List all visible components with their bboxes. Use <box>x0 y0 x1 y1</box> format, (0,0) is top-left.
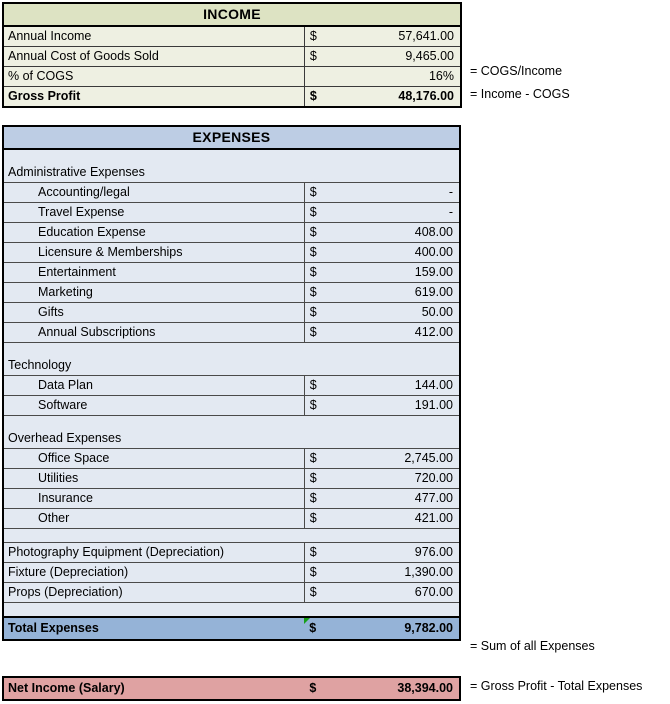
income-row-currency: $ <box>304 26 342 47</box>
income-row-label: Annual Cost of Goods Sold <box>3 47 304 67</box>
section-header-row <box>3 356 460 376</box>
expense-item-label: Marketing <box>3 283 304 303</box>
section-header-row <box>3 163 460 183</box>
income-row-label: % of COGS <box>3 67 304 87</box>
table-row[interactable] <box>3 47 461 67</box>
expense-item-currency: $ <box>304 543 342 563</box>
note-net-income: = Gross Profit - Total Expenses <box>470 679 643 693</box>
income-table <box>2 2 462 108</box>
table-row[interactable] <box>3 223 460 243</box>
expense-item-value[interactable]: 976.00 <box>342 543 460 563</box>
section-header-row <box>3 429 460 449</box>
green-error-triangle-icon <box>304 618 310 624</box>
expense-item-value[interactable]: 400.00 <box>342 243 460 263</box>
expense-item-label: Photography Equipment (Depreciation) <box>3 543 304 563</box>
expense-item-currency: $ <box>304 283 342 303</box>
expense-item-label: Gifts <box>3 303 304 323</box>
expense-item-label: Entertainment <box>3 263 304 283</box>
table-row[interactable] <box>3 376 460 396</box>
expense-item-label: Fixture (Depreciation) <box>3 563 304 583</box>
expense-item-label: Office Space <box>3 449 304 469</box>
expense-item-value[interactable]: 408.00 <box>342 223 460 243</box>
expense-item-label: Software <box>3 396 304 416</box>
note-cogs-percent: = COGS/Income <box>470 64 563 78</box>
expense-item-value[interactable]: - <box>342 203 460 223</box>
spacer-cell <box>3 416 460 430</box>
total-expenses-value[interactable]: 9,782.00 <box>342 617 460 640</box>
expense-item-currency: $ <box>304 396 342 416</box>
expense-item-currency: $ <box>304 223 342 243</box>
income-row-value[interactable]: 9,465.00 <box>342 47 461 67</box>
income-row-label: Annual Income <box>3 26 304 47</box>
table-row[interactable] <box>3 489 460 509</box>
expense-item-value[interactable]: 477.00 <box>342 489 460 509</box>
net-income-label: Net Income (Salary) <box>3 677 304 700</box>
expense-item-label: Travel Expense <box>3 203 304 223</box>
table-row[interactable] <box>3 323 460 343</box>
table-row[interactable] <box>3 396 460 416</box>
expense-item-value[interactable]: 670.00 <box>342 583 460 603</box>
expense-item-value[interactable]: 2,745.00 <box>342 449 460 469</box>
expense-item-value[interactable]: 619.00 <box>342 283 460 303</box>
expense-item-label: Data Plan <box>3 376 304 396</box>
expense-item-currency: $ <box>304 563 342 583</box>
income-row-value[interactable]: 57,641.00 <box>342 26 461 47</box>
expense-item-currency: $ <box>304 509 342 529</box>
expense-item-label: Other <box>3 509 304 529</box>
expense-item-currency: $ <box>304 323 342 343</box>
income-row-currency: $ <box>304 87 342 108</box>
expense-item-currency: $ <box>304 469 342 489</box>
spacer-cell <box>3 529 460 543</box>
section-label: Technology <box>3 356 460 376</box>
income-row-currency: $ <box>304 47 342 67</box>
expense-item-value[interactable]: 720.00 <box>342 469 460 489</box>
net-income-currency: $ <box>304 677 342 700</box>
expense-item-value[interactable]: 421.00 <box>342 509 460 529</box>
expenses-title: EXPENSES <box>3 126 460 149</box>
expense-item-label: Accounting/legal <box>3 183 304 203</box>
spacer-row <box>3 343 460 357</box>
table-row[interactable] <box>3 263 460 283</box>
table-row[interactable] <box>3 303 460 323</box>
expenses-header-row <box>3 126 460 149</box>
expense-item-label: Annual Subscriptions <box>3 323 304 343</box>
table-row[interactable] <box>3 26 461 47</box>
expense-item-currency: $ <box>304 303 342 323</box>
total-expenses-currency <box>304 617 342 640</box>
expense-item-value[interactable]: 191.00 <box>342 396 460 416</box>
expense-item-value[interactable]: - <box>342 183 460 203</box>
net-income-table-body <box>3 677 460 700</box>
expenses-table <box>2 125 461 641</box>
spacer-cell <box>3 343 460 357</box>
table-row[interactable] <box>3 583 460 603</box>
expense-item-value[interactable]: 144.00 <box>342 376 460 396</box>
income-row-label: Gross Profit <box>3 87 304 108</box>
table-row[interactable] <box>3 543 460 563</box>
income-row-value[interactable]: 16% <box>304 67 461 87</box>
table-row[interactable] <box>3 283 460 303</box>
income-title: INCOME <box>3 3 461 26</box>
spacer-cell <box>3 149 460 163</box>
note-total-expenses: = Sum of all Expenses <box>470 639 595 653</box>
expense-item-currency: $ <box>304 203 342 223</box>
net-income-table <box>2 676 461 701</box>
expense-item-label: Utilities <box>3 469 304 489</box>
expense-item-label: Props (Depreciation) <box>3 583 304 603</box>
net-income-value[interactable]: 38,394.00 <box>342 677 460 700</box>
table-row[interactable] <box>3 449 460 469</box>
total-expenses-currency-symbol: $ <box>309 621 317 635</box>
expense-item-currency: $ <box>304 489 342 509</box>
table-row[interactable] <box>3 243 460 263</box>
table-row[interactable] <box>3 469 460 489</box>
expenses-table-body <box>3 126 460 640</box>
table-row[interactable] <box>3 563 460 583</box>
spacer-row <box>3 149 460 163</box>
expense-item-currency: $ <box>304 263 342 283</box>
expense-item-currency: $ <box>304 183 342 203</box>
expense-item-label: Licensure & Memberships <box>3 243 304 263</box>
total-expenses-row[interactable] <box>3 617 460 640</box>
spacer-row <box>3 603 460 618</box>
expense-item-value[interactable]: 159.00 <box>342 263 460 283</box>
section-label: Overhead Expenses <box>3 429 460 449</box>
total-expenses-label: Total Expenses <box>3 617 304 640</box>
note-gross-profit: = Income - COGS <box>470 87 570 101</box>
expense-item-value[interactable]: 50.00 <box>342 303 460 323</box>
expense-item-label: Education Expense <box>3 223 304 243</box>
income-row-value[interactable]: 48,176.00 <box>342 87 461 108</box>
expense-item-currency: $ <box>304 376 342 396</box>
table-row[interactable] <box>3 87 461 108</box>
expense-item-value[interactable]: 1,390.00 <box>342 563 460 583</box>
expense-item-currency: $ <box>304 449 342 469</box>
table-row[interactable] <box>3 67 461 87</box>
table-row[interactable] <box>3 183 460 203</box>
expense-item-label: Insurance <box>3 489 304 509</box>
section-label: Administrative Expenses <box>3 163 460 183</box>
table-row[interactable] <box>3 509 460 529</box>
expense-item-value[interactable]: 412.00 <box>342 323 460 343</box>
table-row[interactable] <box>3 203 460 223</box>
income-header-row <box>3 3 461 26</box>
spacer-cell <box>3 603 460 618</box>
expense-item-currency: $ <box>304 243 342 263</box>
income-table-body <box>3 3 461 107</box>
spacer-row <box>3 416 460 430</box>
net-income-row[interactable] <box>3 677 460 700</box>
expense-item-currency: $ <box>304 583 342 603</box>
spacer-row <box>3 529 460 543</box>
